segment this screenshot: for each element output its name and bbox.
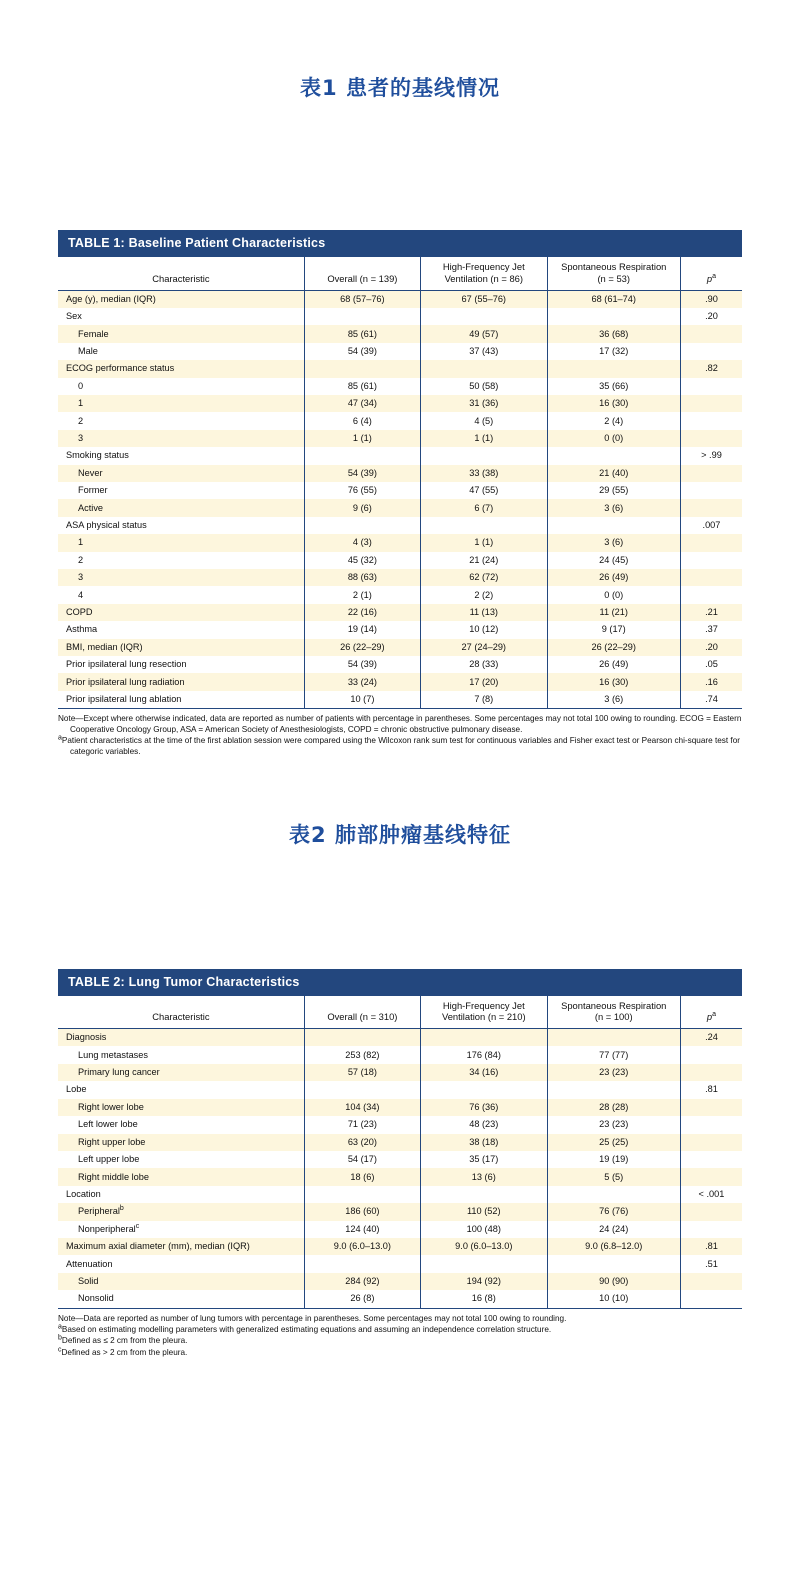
table1-block xyxy=(58,230,742,758)
cell-spontaneous xyxy=(547,1081,680,1098)
cell-pvalue xyxy=(680,1064,742,1081)
cell-hfjv: 67 (55–76) xyxy=(421,290,548,308)
row-label: Asthma xyxy=(58,621,304,638)
cell-pvalue xyxy=(680,1134,742,1151)
row-label: Right upper lobe xyxy=(58,1134,304,1151)
table2-col-hfjv: High-Frequency Jet Ventilation (n = 210) xyxy=(421,995,548,1029)
cell-spontaneous: 16 (30) xyxy=(547,395,680,412)
row-label: Lobe xyxy=(58,1081,304,1098)
cell-spontaneous: 25 (25) xyxy=(547,1134,680,1151)
row-label: COPD xyxy=(58,604,304,621)
row-label: Left upper lobe xyxy=(58,1151,304,1168)
cell-overall: 76 (55) xyxy=(304,482,420,499)
cell-spontaneous xyxy=(547,360,680,377)
table-row xyxy=(58,1238,742,1255)
cell-spontaneous: 0 (0) xyxy=(547,430,680,447)
table2-note-2: $^a$Based on estimating modelling parameters with generalized estimating equations and assuming an independence correlation structure. xyxy=(58,1323,552,1334)
table-row xyxy=(58,395,742,412)
table-row xyxy=(58,517,742,534)
row-label: Prior ipsilateral lung radiation xyxy=(58,673,304,690)
cell-hfjv: 6 (7) xyxy=(421,499,548,516)
table-row xyxy=(58,569,742,586)
row-label: Diagnosis xyxy=(58,1029,304,1047)
table2-note-4: $^c$Defined as > 2 cm from the pleura. xyxy=(58,1345,188,1357)
table1-col-spontaneous: Spontaneous Respiration (n = 53) xyxy=(547,257,680,291)
cell-overall xyxy=(304,1029,420,1047)
cell-overall: 9 (6) xyxy=(304,499,420,516)
table2-notes xyxy=(58,1314,742,1359)
cell-hfjv: 35 (17) xyxy=(421,1151,548,1168)
cell-hfjv: 110 (52) xyxy=(421,1203,548,1220)
cell-spontaneous xyxy=(547,517,680,534)
cell-hfjv: 11 (13) xyxy=(421,604,548,621)
cell-hfjv: 33 (38) xyxy=(421,465,548,482)
cell-hfjv: 10 (12) xyxy=(421,621,548,638)
table-row xyxy=(58,1168,742,1185)
cell-overall: 9.0 (6.0–13.0) xyxy=(304,1238,420,1255)
cell-hfjv: 76 (36) xyxy=(421,1099,548,1116)
cell-pvalue xyxy=(680,1099,742,1116)
cell-pvalue: .21 xyxy=(680,604,742,621)
row-label: Nonperipheral$^c$ xyxy=(58,1221,304,1238)
cell-pvalue xyxy=(680,1290,742,1308)
cell-overall xyxy=(304,1186,420,1203)
table-row xyxy=(58,1099,742,1116)
row-label: BMI, median (IQR) xyxy=(58,639,304,656)
cell-hfjv: 2 (2) xyxy=(421,586,548,603)
cell-overall: 4 (3) xyxy=(304,534,420,551)
table-row xyxy=(58,412,742,429)
row-label: Right middle lobe xyxy=(58,1168,304,1185)
cell-overall: 186 (60) xyxy=(304,1203,420,1220)
row-label: Lung metastases xyxy=(58,1046,304,1063)
row-label: 4 xyxy=(58,586,304,603)
cell-overall: 10 (7) xyxy=(304,691,420,709)
cell-hfjv xyxy=(421,1029,548,1047)
cell-hfjv: 1 (1) xyxy=(421,430,548,447)
table-row xyxy=(58,482,742,499)
cell-hfjv xyxy=(421,360,548,377)
cell-hfjv xyxy=(421,447,548,464)
cell-hfjv: 50 (58) xyxy=(421,378,548,395)
row-label: Peripheral$^b$ xyxy=(58,1203,304,1220)
cell-spontaneous xyxy=(547,1255,680,1272)
cell-pvalue: .74 xyxy=(680,691,742,709)
table1-col-hfjv: High-Frequency Jet Ventilation (n = 86) xyxy=(421,257,548,291)
cell-hfjv: 194 (92) xyxy=(421,1273,548,1290)
cell-pvalue xyxy=(680,343,742,360)
cell-overall xyxy=(304,447,420,464)
cell-pvalue xyxy=(680,412,742,429)
cell-hfjv: 13 (6) xyxy=(421,1168,548,1185)
table-row xyxy=(58,1081,742,1098)
row-label: 0 xyxy=(58,378,304,395)
table-row xyxy=(58,1064,742,1081)
cell-spontaneous: 76 (76) xyxy=(547,1203,680,1220)
cell-pvalue xyxy=(680,378,742,395)
cell-pvalue: .05 xyxy=(680,656,742,673)
table1-col-overall: Overall (n = 139) xyxy=(304,257,420,291)
row-label: 2 xyxy=(58,552,304,569)
cell-spontaneous: 36 (68) xyxy=(547,325,680,342)
table-row xyxy=(58,586,742,603)
cell-pvalue: .81 xyxy=(680,1238,742,1255)
cell-spontaneous: 28 (28) xyxy=(547,1099,680,1116)
table-row xyxy=(58,1203,742,1220)
cell-spontaneous: 77 (77) xyxy=(547,1046,680,1063)
row-label: 1 xyxy=(58,534,304,551)
row-label: Age (y), median (IQR) xyxy=(58,290,304,308)
cell-spontaneous: 29 (55) xyxy=(547,482,680,499)
cell-pvalue xyxy=(680,395,742,412)
table-row xyxy=(58,308,742,325)
cell-pvalue xyxy=(680,1168,742,1185)
row-label: 3 xyxy=(58,430,304,447)
table1-notes xyxy=(58,714,742,758)
table-row xyxy=(58,552,742,569)
cell-spontaneous: 2 (4) xyxy=(547,412,680,429)
table-row xyxy=(58,499,742,516)
cell-overall: 19 (14) xyxy=(304,621,420,638)
cell-overall xyxy=(304,308,420,325)
cell-overall: 88 (63) xyxy=(304,569,420,586)
row-label: Solid xyxy=(58,1273,304,1290)
cell-spontaneous xyxy=(547,1029,680,1047)
table1-note-2: $^a$Patient characteristics at the time of the first ablation session were compared using the Wilcoxon rank sum test for continuous variables and Fisher exact test or Pearson chi-square test for categoric variables. xyxy=(58,734,740,757)
table-row xyxy=(58,1221,742,1238)
cell-spontaneous: 35 (66) xyxy=(547,378,680,395)
cell-pvalue: .16 xyxy=(680,673,742,690)
table1-body xyxy=(58,290,742,709)
cell-overall: 18 (6) xyxy=(304,1168,420,1185)
cell-overall: 6 (4) xyxy=(304,412,420,429)
table2-caption: TABLE 2: Lung Tumor Characteristics xyxy=(58,969,742,995)
cell-spontaneous xyxy=(547,308,680,325)
row-label: 3 xyxy=(58,569,304,586)
table2-col-pvalue: $p^a$ xyxy=(680,995,742,1029)
cell-pvalue: .37 xyxy=(680,621,742,638)
row-label: Prior ipsilateral lung resection xyxy=(58,656,304,673)
table-row xyxy=(58,1029,742,1047)
cell-hfjv: 17 (20) xyxy=(421,673,548,690)
table2 xyxy=(58,995,742,1309)
table2-col-spontaneous: Spontaneous Respiration (n = 100) xyxy=(547,995,680,1029)
cell-hfjv xyxy=(421,1186,548,1203)
cell-pvalue: .20 xyxy=(680,308,742,325)
cell-hfjv: 27 (24–29) xyxy=(421,639,548,656)
cell-overall: 22 (16) xyxy=(304,604,420,621)
table1-col-characteristic: Characteristic xyxy=(58,257,304,291)
cell-pvalue xyxy=(680,325,742,342)
table1-note-1: Note—Except where otherwise indicated, data are reported as number of patients with percentage in parentheses. Some percentages may not total 100 owing to rounding. ECOG = Eastern Cooperative Oncology Group, ASA = American Society of Anesthesiologists, COPD = chronic obstructive pulmonary disease. xyxy=(58,714,742,735)
cell-hfjv: 62 (72) xyxy=(421,569,548,586)
row-label: Sex xyxy=(58,308,304,325)
cell-overall: 54 (39) xyxy=(304,343,420,360)
row-label: Nonsolid xyxy=(58,1290,304,1308)
cell-overall: 45 (32) xyxy=(304,552,420,569)
cell-pvalue xyxy=(680,534,742,551)
cell-hfjv xyxy=(421,308,548,325)
cell-hfjv xyxy=(421,1081,548,1098)
cell-spontaneous: 90 (90) xyxy=(547,1273,680,1290)
table-row xyxy=(58,1116,742,1133)
cell-hfjv: 31 (36) xyxy=(421,395,548,412)
table-row xyxy=(58,378,742,395)
cell-spontaneous: 16 (30) xyxy=(547,673,680,690)
cell-spontaneous xyxy=(547,447,680,464)
cell-overall: 1 (1) xyxy=(304,430,420,447)
cell-spontaneous: 24 (45) xyxy=(547,552,680,569)
cell-pvalue xyxy=(680,569,742,586)
row-label: Smoking status xyxy=(58,447,304,464)
cell-hfjv: 9.0 (6.0–13.0) xyxy=(421,1238,548,1255)
cell-overall: 253 (82) xyxy=(304,1046,420,1063)
cell-overall: 2 (1) xyxy=(304,586,420,603)
cell-hfjv: 48 (23) xyxy=(421,1116,548,1133)
cell-overall: 33 (24) xyxy=(304,673,420,690)
row-label: Active xyxy=(58,499,304,516)
table-row xyxy=(58,1273,742,1290)
cell-overall: 54 (17) xyxy=(304,1151,420,1168)
cell-spontaneous: 5 (5) xyxy=(547,1168,680,1185)
row-label: Left lower lobe xyxy=(58,1116,304,1133)
cell-pvalue: .82 xyxy=(680,360,742,377)
table-row xyxy=(58,1186,742,1203)
table2-col-characteristic: Characteristic xyxy=(58,995,304,1029)
cell-hfjv: 47 (55) xyxy=(421,482,548,499)
cell-hfjv: 16 (8) xyxy=(421,1290,548,1308)
table1-col-pvalue: $p^a$ xyxy=(680,257,742,291)
table-row xyxy=(58,447,742,464)
cell-pvalue: < .001 xyxy=(680,1186,742,1203)
cell-overall: 124 (40) xyxy=(304,1221,420,1238)
cell-hfjv: 7 (8) xyxy=(421,691,548,709)
cell-spontaneous xyxy=(547,1186,680,1203)
cell-overall: 47 (34) xyxy=(304,395,420,412)
table-row xyxy=(58,656,742,673)
table-row xyxy=(58,621,742,638)
cell-hfjv: 38 (18) xyxy=(421,1134,548,1151)
cell-hfjv: 4 (5) xyxy=(421,412,548,429)
table-row xyxy=(58,691,742,709)
cell-overall: 71 (23) xyxy=(304,1116,420,1133)
table-row xyxy=(58,343,742,360)
table-row xyxy=(58,1255,742,1272)
row-label: 1 xyxy=(58,395,304,412)
table1-caption: TABLE 1: Baseline Patient Characteristics xyxy=(58,230,742,256)
cell-overall: 26 (8) xyxy=(304,1290,420,1308)
cell-spontaneous: 26 (49) xyxy=(547,569,680,586)
table2-body xyxy=(58,1029,742,1309)
row-label: Location xyxy=(58,1186,304,1203)
cell-pvalue xyxy=(680,430,742,447)
table2-note-3: $^b$Defined as ≤ 2 cm from the pleura. xyxy=(58,1334,188,1346)
cell-overall xyxy=(304,360,420,377)
table2-head xyxy=(58,995,742,1029)
table2-note-1: Note—Data are reported as number of lung tumors with percentage in parentheses. Some percentages may not total 100 owing to rounding. xyxy=(58,1313,567,1323)
cell-spontaneous: 26 (49) xyxy=(547,656,680,673)
cell-spontaneous: 9.0 (6.8–12.0) xyxy=(547,1238,680,1255)
cell-pvalue xyxy=(680,586,742,603)
table-row xyxy=(58,1151,742,1168)
cell-pvalue xyxy=(680,1203,742,1220)
cell-overall: 68 (57–76) xyxy=(304,290,420,308)
cell-spontaneous: 11 (21) xyxy=(547,604,680,621)
cell-pvalue: .007 xyxy=(680,517,742,534)
cell-hfjv xyxy=(421,517,548,534)
cell-pvalue xyxy=(680,1116,742,1133)
cell-spontaneous: 26 (22–29) xyxy=(547,639,680,656)
cell-spontaneous: 23 (23) xyxy=(547,1116,680,1133)
cell-pvalue xyxy=(680,482,742,499)
cell-spontaneous: 17 (32) xyxy=(547,343,680,360)
row-label: 2 xyxy=(58,412,304,429)
cell-pvalue: .90 xyxy=(680,290,742,308)
table-row xyxy=(58,430,742,447)
cell-spontaneous: 23 (23) xyxy=(547,1064,680,1081)
page-title-table2: 表2 肺部肿瘤基线特征 xyxy=(289,822,511,847)
row-label: ECOG performance status xyxy=(58,360,304,377)
cell-hfjv: 37 (43) xyxy=(421,343,548,360)
cell-overall xyxy=(304,1255,420,1272)
cell-hfjv: 49 (57) xyxy=(421,325,548,342)
cell-pvalue: > .99 xyxy=(680,447,742,464)
cell-pvalue xyxy=(680,1273,742,1290)
table-row xyxy=(58,1134,742,1151)
cell-overall: 85 (61) xyxy=(304,378,420,395)
row-label: Primary lung cancer xyxy=(58,1064,304,1081)
cell-spontaneous: 9 (17) xyxy=(547,621,680,638)
cell-overall: 54 (39) xyxy=(304,465,420,482)
row-label: Never xyxy=(58,465,304,482)
table2-col-overall: Overall (n = 310) xyxy=(304,995,420,1029)
cell-spontaneous: 3 (6) xyxy=(547,534,680,551)
table-row xyxy=(58,604,742,621)
table1 xyxy=(58,256,742,709)
table-row xyxy=(58,639,742,656)
row-label: Male xyxy=(58,343,304,360)
cell-pvalue xyxy=(680,1046,742,1063)
cell-overall: 57 (18) xyxy=(304,1064,420,1081)
cell-overall: 284 (92) xyxy=(304,1273,420,1290)
page-title-table1: 表1 患者的基线情况 xyxy=(300,76,500,100)
cell-pvalue xyxy=(680,1221,742,1238)
cell-overall: 54 (39) xyxy=(304,656,420,673)
row-label: Former xyxy=(58,482,304,499)
table-row xyxy=(58,325,742,342)
cell-pvalue: .20 xyxy=(680,639,742,656)
cell-pvalue xyxy=(680,1151,742,1168)
row-label: Maximum axial diameter (mm), median (IQR) xyxy=(58,1238,304,1255)
cell-spontaneous: 24 (24) xyxy=(547,1221,680,1238)
cell-hfjv: 176 (84) xyxy=(421,1046,548,1063)
row-label: Prior ipsilateral lung ablation xyxy=(58,691,304,709)
cell-spontaneous: 10 (10) xyxy=(547,1290,680,1308)
row-label: Attenuation xyxy=(58,1255,304,1272)
cell-overall: 85 (61) xyxy=(304,325,420,342)
cell-spontaneous: 0 (0) xyxy=(547,586,680,603)
row-label: Right lower lobe xyxy=(58,1099,304,1116)
row-label: Female xyxy=(58,325,304,342)
cell-spontaneous: 21 (40) xyxy=(547,465,680,482)
cell-overall: 104 (34) xyxy=(304,1099,420,1116)
cell-pvalue: .81 xyxy=(680,1081,742,1098)
cell-pvalue xyxy=(680,552,742,569)
table-row xyxy=(58,360,742,377)
cell-spontaneous: 3 (6) xyxy=(547,499,680,516)
row-label: ASA physical status xyxy=(58,517,304,534)
table-row xyxy=(58,1290,742,1308)
cell-pvalue: .24 xyxy=(680,1029,742,1047)
cell-spontaneous: 19 (19) xyxy=(547,1151,680,1168)
cell-pvalue xyxy=(680,499,742,516)
cell-spontaneous: 68 (61–74) xyxy=(547,290,680,308)
table-row xyxy=(58,1046,742,1063)
cell-hfjv xyxy=(421,1255,548,1272)
cell-overall xyxy=(304,1081,420,1098)
table1-head xyxy=(58,257,742,291)
table-row xyxy=(58,290,742,308)
cell-spontaneous: 3 (6) xyxy=(547,691,680,709)
cell-overall xyxy=(304,517,420,534)
cell-hfjv: 21 (24) xyxy=(421,552,548,569)
table-row xyxy=(58,465,742,482)
table-row xyxy=(58,534,742,551)
cell-hfjv: 28 (33) xyxy=(421,656,548,673)
cell-pvalue: .51 xyxy=(680,1255,742,1272)
table2-block xyxy=(58,969,742,1359)
cell-overall: 26 (22–29) xyxy=(304,639,420,656)
cell-hfjv: 100 (48) xyxy=(421,1221,548,1238)
cell-overall: 63 (20) xyxy=(304,1134,420,1151)
cell-hfjv: 34 (16) xyxy=(421,1064,548,1081)
cell-hfjv: 1 (1) xyxy=(421,534,548,551)
cell-pvalue xyxy=(680,465,742,482)
table-row xyxy=(58,673,742,690)
